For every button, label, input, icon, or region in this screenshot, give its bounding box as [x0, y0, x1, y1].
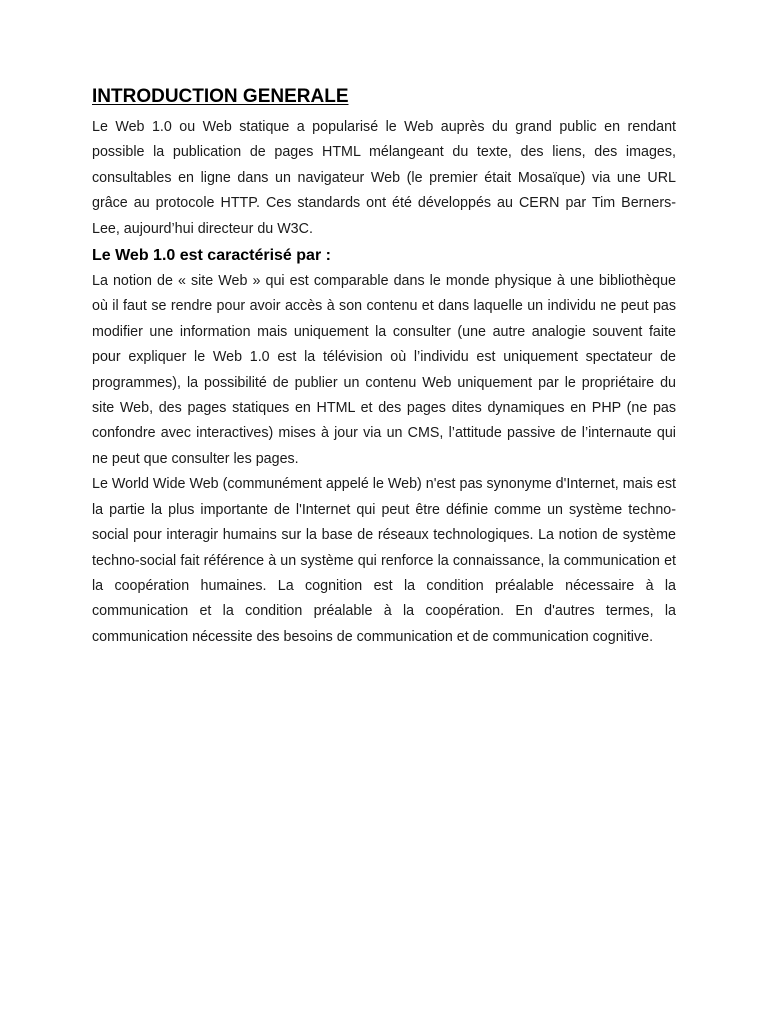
www-paragraph: Le World Wide Web (communément appelé le Web) n'est pas synonyme d'Internet, mais est la partie la plus importante de l'Internet qui peut être définie comme un système techno-social pour interagir humains sur la base de réseaux technologiques. La notion de système techno-social fait référence à un système qui renforce la connaissance, la communication et la coopération humaines. La cognition est la condition préalable nécessaire à la communication et la condition préalable à la coopération. En d'autres termes, la communication nécessite des besoins de communication et de communication cognitive.: [92, 476, 676, 645]
characterization-paragraph: La notion de « site Web » qui est comparable dans le monde physique à une bibliothèque où il faut se rendre pour avoir accès à son contenu et dans laquelle un individu ne peut pas modifier une information mais uniquement la consulter (une autre analogie souvent faite pour expliquer le Web 1.0 est la télévision où l’individu est uniquement spectateur de programmes), la possibilité de publier un contenu Web uniquement par le propriétaire du site Web, des pages statiques en HTML et des pages dites dynamiques en PHP (ne pas confondre avec interactives) mises à jour via un CMS, l’attitude passive de l’internaute qui ne peut que consulter les pages.: [92, 273, 676, 467]
document-title: INTRODUCTION GENERALE: [92, 86, 349, 107]
section-subheading: Le Web 1.0 est caractérisé par :: [92, 247, 331, 265]
document-page: [92, 84, 676, 650]
intro-paragraph: Le Web 1.0 ou Web statique a popularisé le Web auprès du grand public en rendant possible la publication de pages HTML mélangeant du texte, des liens, des images, consultables en ligne dans un navigateur Web (le premier était Mosaïque) via une URL grâce au protocole HTTP. Ces standards ont été développés au CERN par Tim Berners-Lee, aujourd’hui directeur du W3C.: [92, 119, 676, 237]
